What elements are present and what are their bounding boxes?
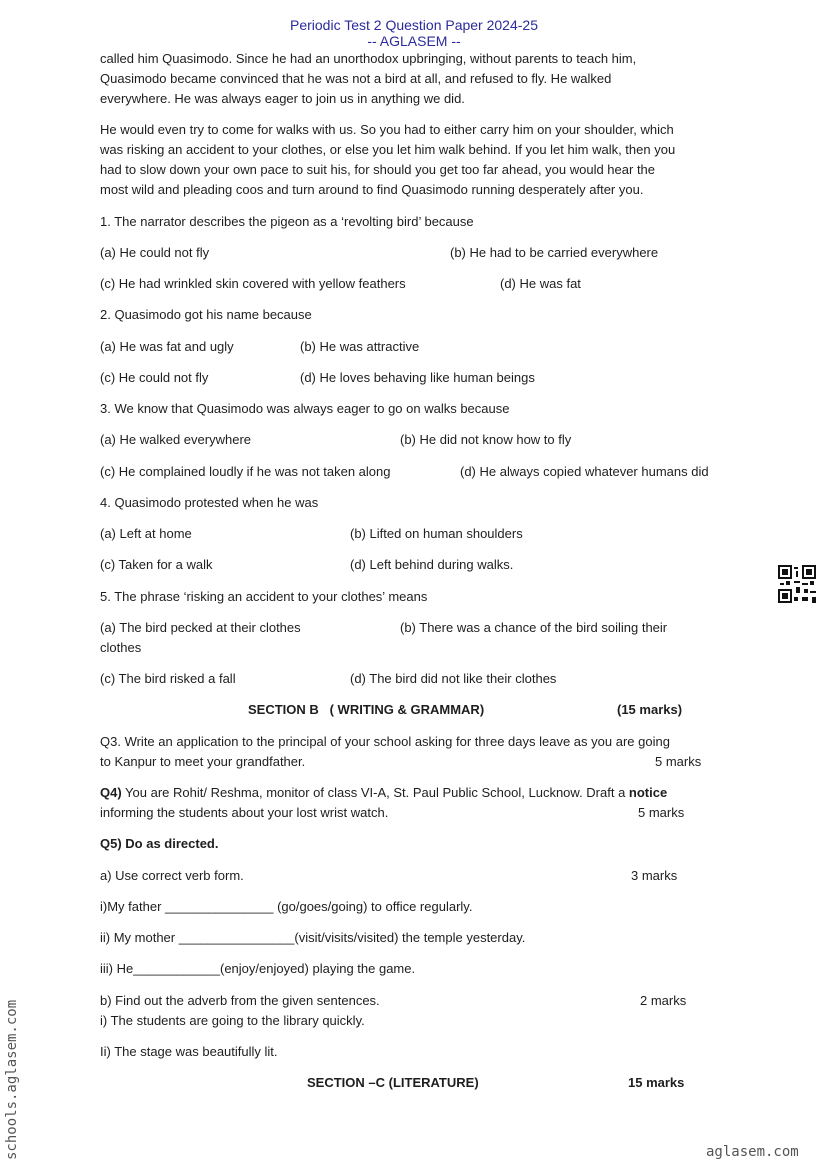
q5-title: Q5) Do as directed. — [100, 836, 219, 851]
option-d: (d) He always copied whatever humans did — [460, 464, 709, 479]
q5a-marks: 3 marks — [631, 868, 678, 883]
option-c: (c) The bird risked a fall — [100, 671, 236, 686]
q3-marks: 5 marks — [655, 754, 702, 769]
option-c: (c) He could not fly — [100, 370, 209, 385]
option-a: (a) He was fat and ugly — [100, 339, 234, 354]
option-b: (b) Lifted on human shoulders — [350, 526, 523, 541]
section-c-marks: 15 marks — [628, 1075, 685, 1090]
q5b-item: i) The students are going to the library quickly. — [100, 1013, 365, 1028]
q5b-marks: 2 marks — [640, 993, 687, 1008]
passage-line: He would even try to come for walks with us. So you had to either carry him on your shoulder, which — [100, 122, 674, 137]
option-c: (c) Taken for a walk — [100, 557, 213, 572]
question-5: 5. The phrase ‘risking an accident to your clothes’ means — [100, 589, 428, 604]
q4-bold: notice — [628, 785, 668, 800]
q5b-title: b) Find out the adverb from the given sentences. — [100, 993, 380, 1008]
watermark-right: aglasem.com — [706, 1144, 799, 1160]
section-c-title: SECTION –C (LITERATURE) — [307, 1075, 479, 1090]
q5a-item: iii) He____________(enjoy/enjoyed) playing the game. — [100, 961, 416, 976]
q5b-item: Ii) The stage was beautifully lit. — [100, 1044, 278, 1059]
option-d: (d) The bird did not like their clothes — [350, 671, 557, 686]
q5a-item: i)My father _______________ (go/goes/going) to office regularly. — [100, 899, 473, 914]
option-b: (b) There was a chance of the bird soiling their — [400, 620, 668, 635]
option-a: (a) Left at home — [100, 526, 192, 541]
q4-line — [100, 785, 667, 801]
qr-code-icon — [778, 565, 816, 603]
question-2: 2. Quasimodo got his name because — [100, 307, 312, 322]
option-d: (d) He loves behaving like human beings — [300, 370, 535, 385]
question-3: 3. We know that Quasimodo was always eager to go on walks because — [100, 401, 510, 416]
option-c: (c) He had wrinkled skin covered with yellow feathers — [100, 276, 406, 291]
q4-text: You are Rohit/ Reshma, monitor of class VI-A, St. Paul Public School, Lucknow. Draft a — [121, 785, 629, 800]
option-d: (d) He was fat — [500, 276, 581, 291]
option-c: (c) He complained loudly if he was not taken along — [100, 464, 391, 479]
option-b: (b) He was attractive — [300, 339, 420, 354]
question-1: 1. The narrator describes the pigeon as a ‘revolting bird’ because — [100, 214, 474, 229]
option-d: (d) Left behind during walks. — [350, 557, 514, 572]
q4-line: informing the students about your lost wrist watch. — [100, 805, 389, 820]
option-b: (b) He did not know how to fly — [400, 432, 572, 447]
option-b: (b) He had to be carried everywhere — [450, 245, 659, 260]
option-a: (a) He could not fly — [100, 245, 210, 260]
passage-line: Quasimodo became convinced that he was not a bird at all, and refused to fly. He walked — [100, 71, 612, 86]
q5a-item: ii) My mother ________________(visit/visits/visited) the temple yesterday. — [100, 930, 526, 945]
passage-line: everywhere. He was always eager to join us in anything we did. — [100, 91, 465, 106]
section-b-title: SECTION B ( WRITING & GRAMMAR) — [248, 702, 485, 717]
option-b-continued: clothes — [100, 640, 142, 655]
q3-line: to Kanpur to meet your grandfather. — [100, 754, 306, 769]
q4-label: Q4) — [100, 785, 122, 800]
q3-line: Q3. Write an application to the principal of your school asking for three days leave as you are going — [100, 734, 670, 749]
passage-line: most wild and pleading coos and turn around to find Quasimodo running desperately after you. — [100, 182, 644, 197]
passage-line: called him Quasimodo. Since he had an unorthodox upbringing, without parents to teach him, — [100, 51, 637, 66]
passage-line: had to slow down your own pace to suit his, for should you get too far ahead, you would hear the — [100, 162, 656, 177]
header-subtitle: -- AGLASEM -- — [367, 33, 461, 49]
option-a: (a) He walked everywhere — [100, 432, 252, 447]
option-a: (a) The bird pecked at their clothes — [100, 620, 301, 635]
q5a-title: a) Use correct verb form. — [100, 868, 244, 883]
question-4: 4. Quasimodo protested when he was — [100, 495, 319, 510]
header-title: Periodic Test 2 Question Paper 2024-25 — [289, 17, 538, 33]
watermark-left: schools.aglasem.com — [4, 999, 20, 1160]
section-b-marks: (15 marks) — [617, 702, 683, 717]
passage-line: was risking an accident to your clothes, or else you let him walk behind. If you let him walk, then you — [100, 142, 676, 157]
q4-marks: 5 marks — [638, 805, 685, 820]
